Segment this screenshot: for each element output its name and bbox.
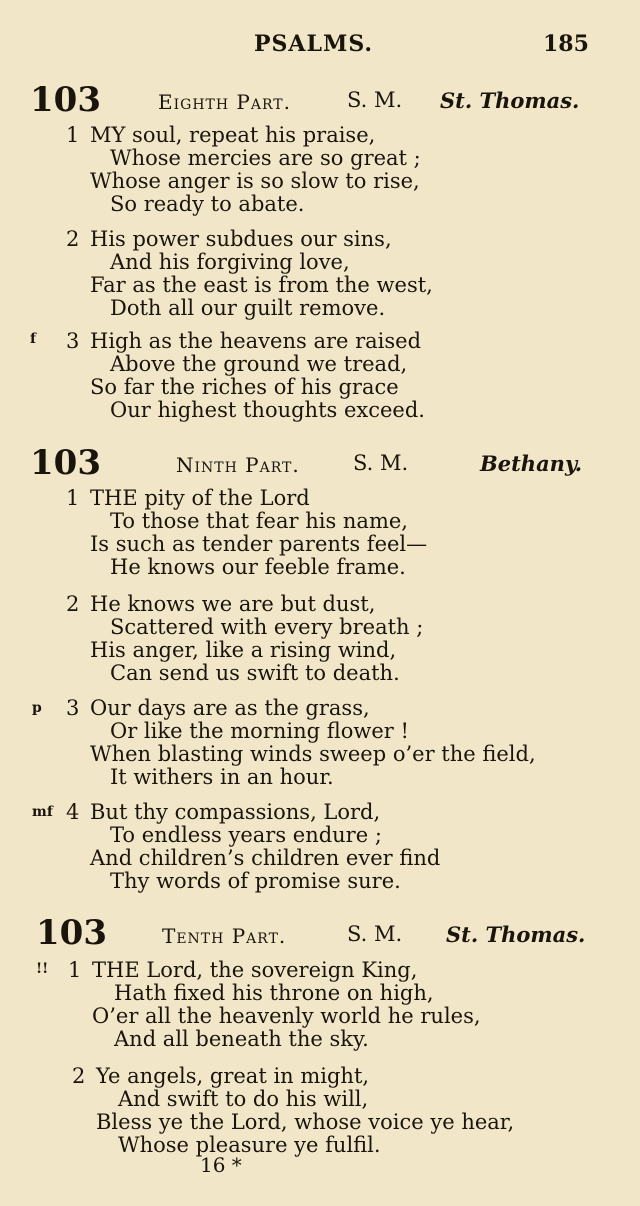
dynamic-marking: f [30,331,37,347]
dynamic-marking: !! [36,961,49,977]
hymn-number: 103 [30,443,101,483]
verse-number: 2 [66,227,80,251]
verse-line: When blasting winds sweep o’er the field, [90,742,536,766]
hymn-tune: St. Thomas. [446,922,586,947]
verse-line: Can send us swift to death. [110,661,400,685]
verse-line: He knows we are but dust, [90,592,376,616]
verse-line: Far as the east is from the west, [90,273,433,297]
verse-line: So far the riches of his grace [90,375,399,399]
verse-line: And swift to do his will, [118,1087,369,1111]
dynamic-marking: mf [32,804,53,820]
verse-line: MY soul, repeat his praise, [90,123,376,147]
verse-line: Our days are as the grass, [90,696,370,720]
hymn-number: 103 [36,913,107,953]
page-number: 185 [543,31,589,57]
hymn-meter: S. M. [347,88,403,112]
verse-line: Whose pleasure ye fulfil. [118,1133,381,1157]
verse-line: Above the ground we tread, [110,352,408,376]
hymn-tune: St. Thomas. [440,88,580,113]
dynamic-marking: p [32,700,42,716]
verse-number: 2 [66,592,80,616]
verse-line: THE Lord, the sovereign King, [92,958,418,982]
verse-line: He knows our feeble frame. [110,555,406,579]
verse-line: Scattered with every breath ; [110,615,424,639]
verse-line: Whose mercies are so great ; [110,146,421,170]
verse-line: Or like the morning flower ! [110,719,409,743]
verse-line: High as the heavens are raised [90,329,422,353]
verse-line: Is such as tender parents feel— [90,532,428,556]
verse-line: THE pity of the Lord [90,486,310,510]
verse-number: 2 [72,1064,86,1088]
verse-line: But thy compassions, Lord, [90,800,381,824]
verse-line: To endless years endure ; [110,823,382,847]
verse-line: Our highest thoughts exceed. [110,398,425,422]
hymn-part: Tenth Part. [162,924,287,948]
verse-line: So ready to abate. [110,192,305,216]
verse-line: Thy words of promise sure. [110,869,401,893]
verse-number: 3 [66,329,80,353]
verse-line: His anger, like a rising wind, [90,638,397,662]
verse-line: O’er all the heavenly world he rules, [92,1004,481,1028]
verse-number: 1 [66,123,80,147]
verse-line: And children’s children ever find [90,846,441,870]
hymn-meter: S. M. [347,922,403,946]
verse-number: 1 [66,486,80,510]
verse-line: And his forgiving love, [110,250,350,274]
verse-line: Hath fixed his throne on high, [114,981,434,1005]
verse-line: Doth all our guilt remove. [110,296,386,320]
verse-line: Ye angels, great in might, [96,1064,370,1088]
hymn-number: 103 [30,80,101,120]
verse-line: To those that fear his name, [110,509,408,533]
hymn-part: Ninth Part. [176,453,300,477]
signature-mark: 16 * [200,1153,242,1177]
verse-line: His power subdues our sins, [90,227,392,251]
verse-line: And all beneath the sky. [114,1027,369,1051]
verse-line: It withers in an hour. [110,765,334,789]
verse-number: 3 [66,696,80,720]
verse-number: 1 [68,958,82,982]
page-title: PSALMS. [254,31,374,57]
hymn-meter: S. M. [353,451,409,475]
hymn-part: Eighth Part. [158,90,291,114]
verse-number: 4 [66,800,80,824]
verse-line: Bless ye the Lord, whose voice ye hear, [96,1110,515,1134]
verse-line: Whose anger is so slow to rise, [90,169,420,193]
hymn-tune: Bethany. [480,451,583,476]
